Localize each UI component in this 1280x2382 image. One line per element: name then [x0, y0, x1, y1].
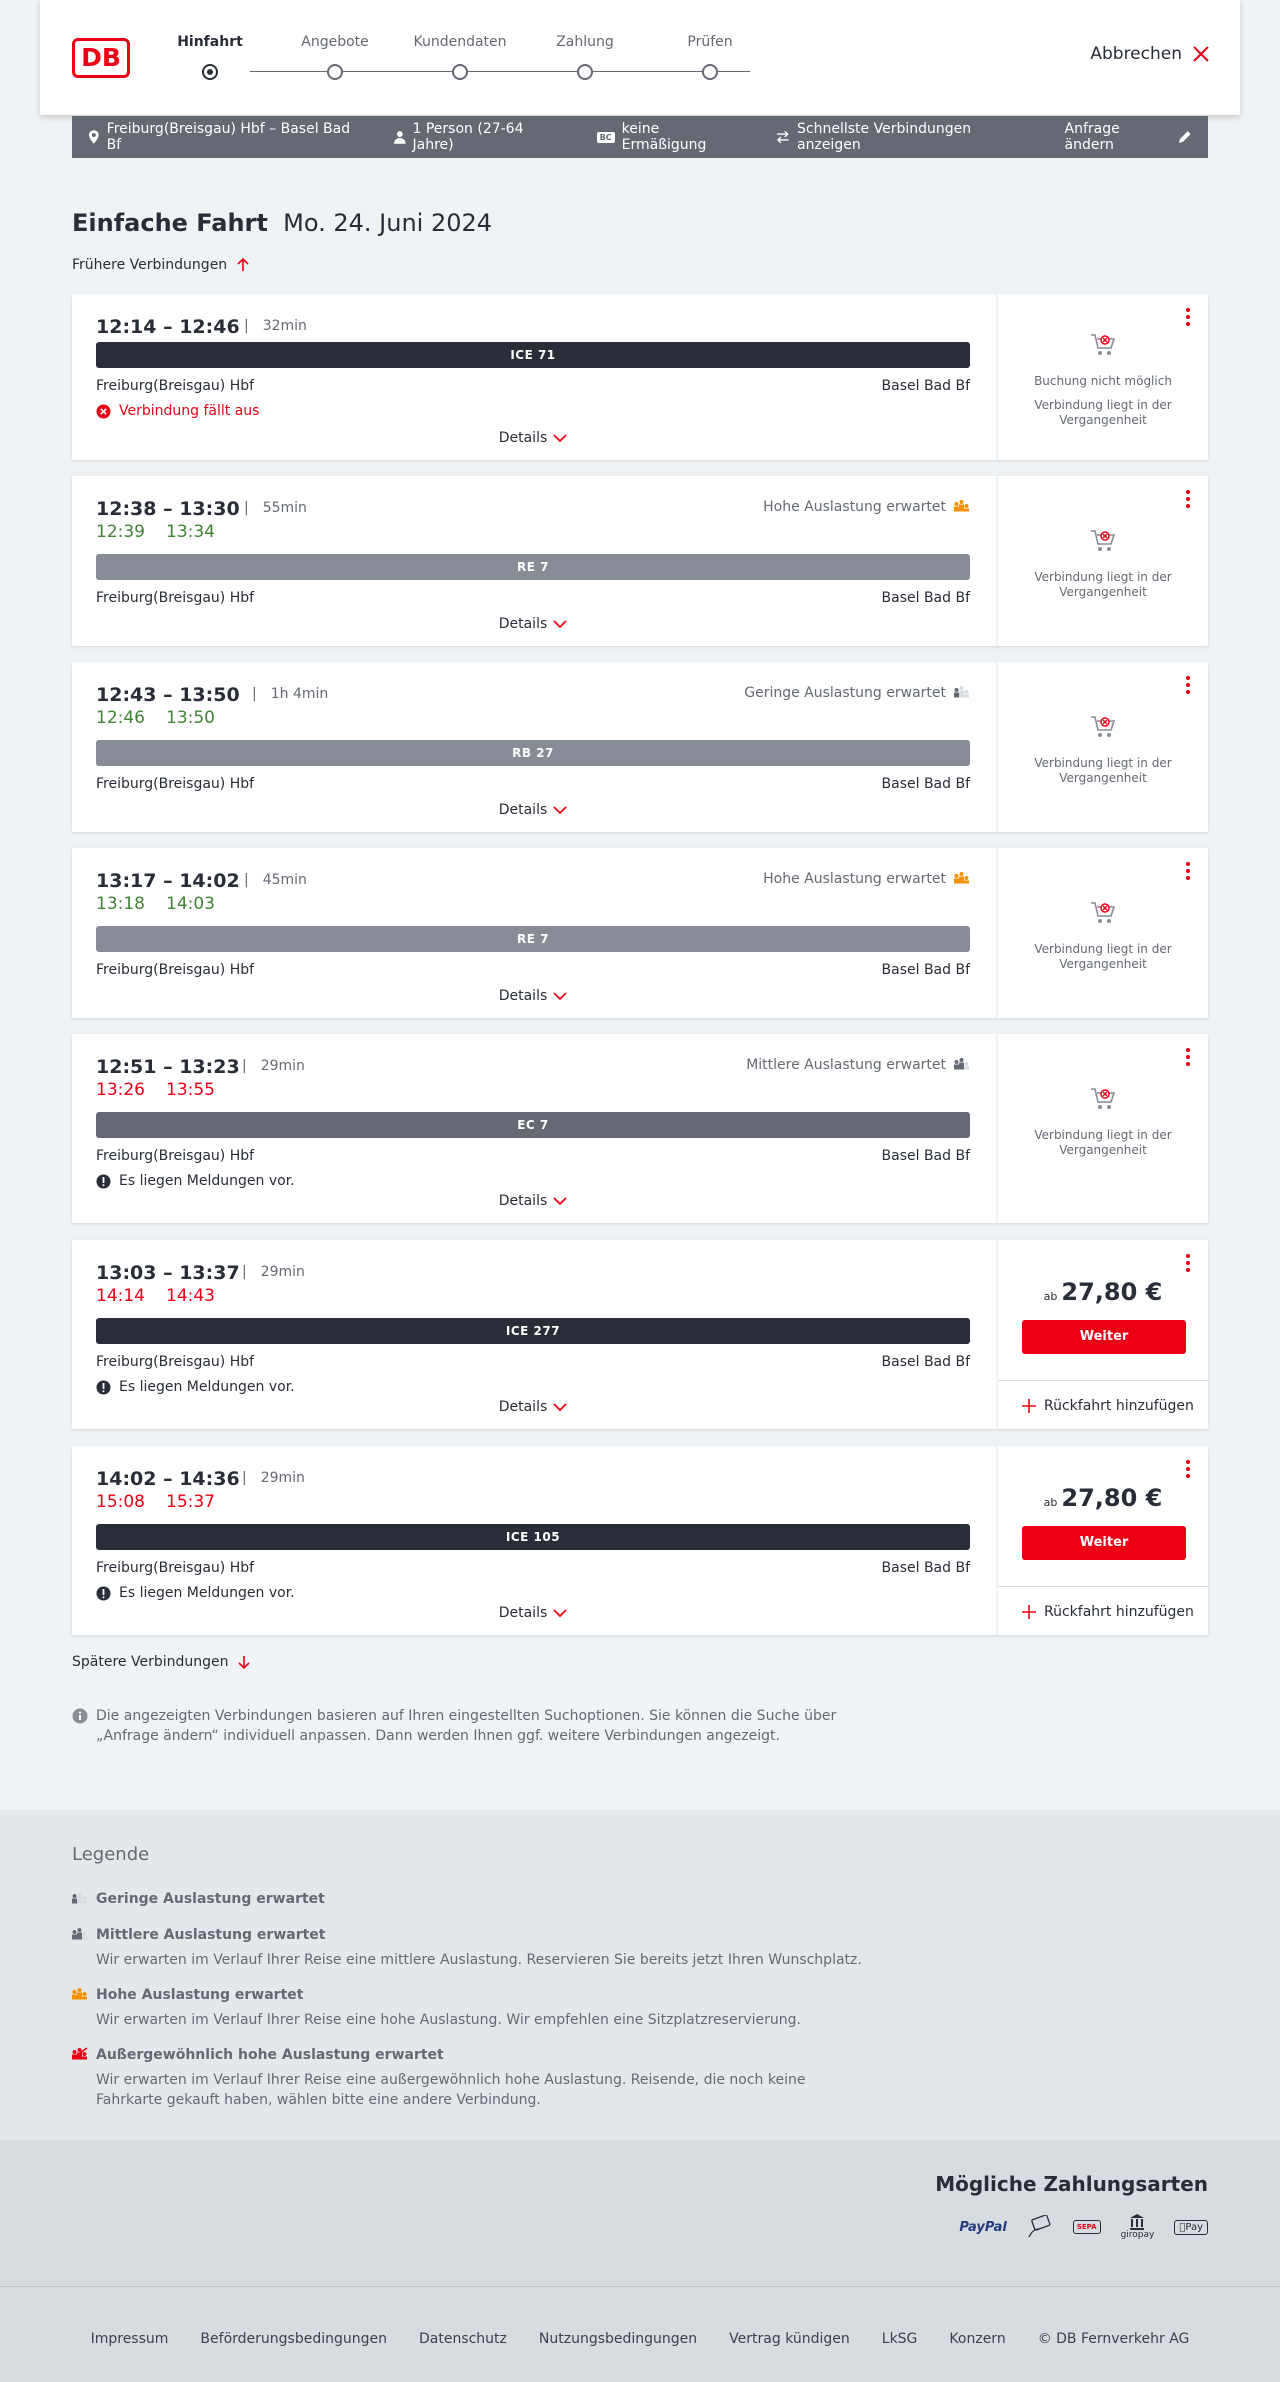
- continue-button[interactable]: Weiter: [1022, 1526, 1186, 1560]
- connection-card[interactable]: [72, 1034, 1208, 1223]
- cart-unavailable-icon: [1089, 900, 1117, 930]
- details-toggle[interactable]: [72, 430, 994, 446]
- step-angebote: Angebote: [301, 34, 369, 50]
- connection-main: [72, 662, 994, 832]
- destination-station: Basel Bad Bf: [881, 1148, 970, 1164]
- arrow-up-icon: [237, 258, 249, 272]
- train-bar: RE 7: [96, 926, 970, 952]
- connection-message: [96, 1173, 295, 1189]
- price: [998, 1484, 1208, 1512]
- add-return-label: Rückfahrt hinzufügen: [1044, 1398, 1194, 1414]
- realtime-times: [96, 1080, 236, 1100]
- footer-link-nutzung[interactable]: Nutzungsbedingungen: [538, 2331, 698, 2347]
- db-logo[interactable]: DB: [72, 38, 130, 78]
- alert-icon: [96, 1380, 111, 1395]
- search-option-text: Schnellste Verbindungen anzeigen: [797, 121, 972, 153]
- travel-duration: | 45min: [244, 872, 307, 888]
- cancel-button[interactable]: [1090, 44, 1210, 64]
- details-label: Details: [498, 616, 548, 632]
- chevron-down-icon: [547, 988, 567, 1004]
- booking-panel: [996, 1034, 1208, 1223]
- realtime-arrival: 13:55: [166, 1080, 215, 1100]
- connection-card[interactable]: [72, 1446, 1208, 1635]
- realtime-times: [96, 1286, 236, 1306]
- price-prefix: ab: [1043, 1496, 1058, 1509]
- realtime-arrival: 13:34: [166, 522, 215, 542]
- plus-icon: [1022, 1399, 1036, 1413]
- scheduled-times: 12:51 – 13:23: [96, 1056, 240, 1078]
- very-high-load-icon: [72, 2046, 88, 2064]
- chevron-down-icon: [547, 1399, 567, 1415]
- footer-link-vertrag-kuendigen[interactable]: Vertrag kündigen: [729, 2331, 850, 2347]
- origin-station: Freiburg(Breisgau) Hbf: [96, 962, 255, 978]
- connection-card[interactable]: [72, 294, 1208, 460]
- occupancy-label: Mittlere Auslastung erwartet: [746, 1057, 946, 1073]
- high-load-icon: [72, 1986, 88, 2004]
- connection-main: [72, 1446, 994, 1635]
- travel-duration: | 32min: [244, 318, 307, 334]
- search-option-info: [776, 121, 1032, 153]
- legend-item-title: Mittlere Auslastung erwartet: [96, 1927, 326, 1943]
- legend-item-medium: [72, 1926, 876, 1970]
- connection-message: [96, 403, 259, 419]
- cancelled-icon: [96, 404, 111, 419]
- payment-icons: [959, 2214, 1208, 2240]
- earlier-connections-label: Frühere Verbindungen: [72, 257, 228, 273]
- destination-station: Basel Bad Bf: [881, 1560, 970, 1576]
- realtime-departure: 12:46: [96, 708, 145, 728]
- alert-icon: [96, 1174, 111, 1189]
- realtime-arrival: 14:43: [166, 1286, 215, 1306]
- cart-unavailable-icon: [1089, 528, 1117, 558]
- person-icon: [394, 130, 406, 144]
- later-connections-link[interactable]: [72, 1654, 250, 1670]
- realtime-times: [96, 522, 236, 542]
- legend-item-title: Außergewöhnlich hohe Auslastung erwartet: [96, 2047, 444, 2063]
- details-toggle[interactable]: [72, 1399, 994, 1415]
- occupancy-icon: [954, 870, 970, 888]
- details-toggle[interactable]: [72, 1193, 994, 1209]
- booking-panel: [996, 1446, 1208, 1635]
- close-icon: [1192, 45, 1210, 63]
- connection-message-text: Es liegen Meldungen vor.: [119, 1585, 295, 1601]
- earlier-connections-link[interactable]: [72, 257, 249, 273]
- realtime-arrival: 14:03: [166, 894, 215, 914]
- more-options-icon[interactable]: [1182, 490, 1194, 510]
- travel-duration: | 29min: [242, 1470, 305, 1486]
- origin-station: Freiburg(Breisgau) Hbf: [96, 1148, 255, 1164]
- apple-pay-label: Pay: [1185, 2221, 1203, 2233]
- train-bar: ICE 277: [96, 1318, 970, 1344]
- trip-date: Mo. 24. Juni 2024: [283, 209, 493, 237]
- more-options-icon[interactable]: [1182, 1254, 1194, 1274]
- cart-unavailable-icon: [1089, 1086, 1117, 1116]
- arrow-down-icon: [238, 1655, 250, 1669]
- edit-request-button[interactable]: [1065, 121, 1192, 153]
- giropay-label: giropay: [1120, 2230, 1155, 2240]
- passenger-text: 1 Person (27-64 Jahre): [412, 121, 524, 153]
- chevron-down-icon: [547, 1605, 567, 1621]
- sepa-label: SEPA: [1076, 2223, 1097, 2231]
- booking-panel: [996, 294, 1208, 460]
- past-connection-note: Verbindung liegt in der Vergangenheit: [1034, 942, 1172, 971]
- realtime-times: [96, 708, 236, 728]
- footer-link-datenschutz[interactable]: Datenschutz: [418, 2331, 507, 2347]
- step-dot-pruefen: [702, 64, 718, 80]
- step-dot-kundendaten: [452, 64, 468, 80]
- connection-main: [72, 1240, 994, 1429]
- page-title: [72, 209, 492, 237]
- continue-button[interactable]: Weiter: [1022, 1320, 1186, 1354]
- payment-title: Mögliche Zahlungsarten: [935, 2172, 1208, 2196]
- occupancy-info: [763, 498, 970, 516]
- payment-section: [0, 2140, 1280, 2286]
- details-label: Details: [498, 1399, 548, 1415]
- details-toggle[interactable]: [72, 988, 994, 1004]
- bahncard-icon: BC: [597, 132, 615, 143]
- booking-panel: [996, 848, 1208, 1018]
- legend-item-desc: Wir erwarten im Verlauf Ihrer Reise eine mittlere Auslastung. Reservieren Sie bereits jetzt Ihren Wunschplatz.: [96, 1952, 862, 1968]
- destination-station: Basel Bad Bf: [881, 378, 970, 394]
- chevron-down-icon: [547, 616, 567, 632]
- travel-duration: | 55min: [244, 500, 307, 516]
- step-kundendaten: Kundendaten: [413, 34, 507, 50]
- scheduled-times: 12:14 – 12:46: [96, 316, 240, 338]
- cart-unavailable-icon: [1089, 714, 1117, 744]
- details-label: Details: [498, 988, 548, 1004]
- medium-load-icon: [72, 1926, 88, 1944]
- chevron-down-icon: [547, 430, 567, 446]
- scheduled-times: 12:38 – 13:30: [96, 498, 240, 520]
- footer-link-impressum[interactable]: Impressum: [90, 2331, 169, 2347]
- footer-link-konzern[interactable]: Konzern: [949, 2331, 1006, 2347]
- more-options-icon[interactable]: [1182, 862, 1194, 882]
- origin-station: Freiburg(Breisgau) Hbf: [96, 590, 255, 606]
- occupancy-icon: [954, 684, 970, 702]
- legend-item-desc: Wir erwarten im Verlauf Ihrer Reise eine außergewöhnlich hohe Auslastung. Reisende, die noch keine Fahrkarte gekauft haben, wählen bitte eine andere Verbindung.: [96, 2072, 806, 2108]
- connection-message-text: Verbindung fällt aus: [119, 403, 260, 419]
- more-options-icon[interactable]: [1182, 308, 1194, 328]
- connection-message-text: Es liegen Meldungen vor.: [119, 1173, 295, 1189]
- details-label: Details: [498, 802, 548, 818]
- legend-title: Legende: [72, 1844, 150, 1865]
- stepper-line: [250, 71, 750, 72]
- destination-station: Basel Bad Bf: [881, 1354, 970, 1370]
- connection-main: [72, 1034, 994, 1223]
- connection-main: [72, 476, 994, 646]
- price: [998, 1278, 1208, 1306]
- destination-station: Basel Bad Bf: [881, 776, 970, 792]
- realtime-departure: 14:14: [96, 1286, 145, 1306]
- occupancy-info: [744, 684, 970, 702]
- occupancy-info: [763, 870, 970, 888]
- realtime-times: [96, 1492, 236, 1512]
- legend-item-title: Hohe Auslastung erwartet: [96, 1987, 304, 2003]
- origin-station: Freiburg(Breisgau) Hbf: [96, 1354, 255, 1370]
- realtime-departure: 13:18: [96, 894, 145, 914]
- more-options-icon[interactable]: [1182, 676, 1194, 696]
- connection-card[interactable]: [72, 1240, 1208, 1429]
- travel-duration: | 29min: [242, 1264, 305, 1280]
- occupancy-label: Hohe Auslastung erwartet: [763, 499, 946, 515]
- low-load-icon: [72, 1890, 88, 1908]
- cart-unavailable-icon: [1089, 332, 1117, 362]
- step-dot-zahlung: [577, 64, 593, 80]
- travel-duration: | 1h 4min: [252, 686, 328, 702]
- scheduled-times: 12:43 – 13:50: [96, 684, 240, 706]
- train-bar: EC 7: [96, 1112, 970, 1138]
- legend-item-low: [72, 1890, 325, 1908]
- step-hinfahrt: Hinfahrt: [177, 34, 243, 50]
- cancel-label: Abbrechen: [1090, 44, 1182, 64]
- credit-card-hand-icon: [1027, 2215, 1053, 2239]
- chevron-down-icon: [547, 802, 567, 818]
- edit-request-label: Anfrage ändern: [1064, 121, 1120, 153]
- sepa-icon: [1073, 2220, 1101, 2234]
- details-label: Details: [498, 430, 548, 446]
- passenger-info: [394, 121, 565, 153]
- past-connection-note: Verbindung liegt in der Vergangenheit: [1034, 756, 1172, 785]
- later-connections-label: Spätere Verbindungen: [72, 1654, 229, 1670]
- occupancy-icon: [954, 498, 970, 516]
- panel-divider: [998, 1586, 1208, 1587]
- add-return-button[interactable]: [1022, 1398, 1194, 1414]
- legend-item-high: [72, 1986, 876, 2030]
- connection-card[interactable]: [72, 848, 1208, 1018]
- realtime-departure: 15:08: [96, 1492, 145, 1512]
- booking-status: Buchung nicht möglich: [1034, 374, 1172, 388]
- realtime-departure: 12:39: [96, 522, 145, 542]
- booking-panel: [996, 1240, 1208, 1429]
- step-dot-hinfahrt: [202, 64, 218, 80]
- more-options-icon[interactable]: [1182, 1048, 1194, 1068]
- destination-station: Basel Bad Bf: [881, 590, 970, 606]
- train-bar: ICE 71: [96, 342, 970, 368]
- travel-duration: | 29min: [242, 1058, 305, 1074]
- step-zahlung: Zahlung: [556, 34, 614, 50]
- price-prefix: ab: [1043, 1290, 1058, 1303]
- connection-card[interactable]: [72, 476, 1208, 646]
- realtime-departure: 13:26: [96, 1080, 145, 1100]
- more-options-icon[interactable]: [1182, 1460, 1194, 1480]
- footer-link-lksg[interactable]: LkSG: [881, 2331, 918, 2347]
- page-footer: [0, 2286, 1280, 2382]
- past-connection-note: Verbindung liegt in der Vergangenheit: [1034, 570, 1172, 599]
- booking-panel: [996, 662, 1208, 832]
- route-info: [88, 121, 362, 153]
- connection-main: [72, 294, 994, 460]
- price-value: 27,80 €: [1061, 1278, 1163, 1306]
- scheduled-times: 13:03 – 13:37: [96, 1262, 240, 1284]
- connection-message-text: Es liegen Meldungen vor.: [119, 1379, 295, 1395]
- connection-message: [96, 1585, 295, 1601]
- info-icon: [72, 1708, 88, 1724]
- past-connection-note: Verbindung liegt in der Vergangenheit: [1034, 398, 1172, 427]
- connection-message: [96, 1379, 295, 1395]
- realtime-times: [96, 894, 236, 914]
- location-pin-icon: [88, 130, 100, 144]
- info-note: [72, 1706, 852, 1746]
- footer-link-befoerderung[interactable]: Beförderungsbedingungen: [200, 2331, 387, 2347]
- origin-station: Freiburg(Breisgau) Hbf: [96, 1560, 255, 1576]
- add-return-label: Rückfahrt hinzufügen: [1044, 1604, 1194, 1620]
- panel-divider: [998, 1380, 1208, 1381]
- pencil-icon: [1178, 130, 1192, 144]
- footer-copyright: © DB Fernverkehr AG: [1037, 2331, 1190, 2347]
- train-bar: ICE 105: [96, 1524, 970, 1550]
- occupancy-label: Geringe Auslastung erwartet: [744, 685, 946, 701]
- discount-text: keine Ermäßigung: [621, 121, 707, 153]
- apple-pay-icon: [1174, 2220, 1208, 2235]
- train-bar: RE 7: [96, 554, 970, 580]
- search-summary-bar: [72, 116, 1208, 158]
- connection-card[interactable]: [72, 662, 1208, 832]
- chevron-down-icon: [547, 1193, 567, 1209]
- realtime-arrival: 15:37: [166, 1492, 215, 1512]
- giropay-icon: [1121, 2214, 1155, 2240]
- plus-icon: [1022, 1605, 1036, 1619]
- legend-section: [0, 1810, 1280, 2140]
- step-dot-angebote: [327, 64, 343, 80]
- bank-icon: [1130, 2214, 1144, 2230]
- details-toggle[interactable]: [72, 1605, 994, 1621]
- page-header: [40, 0, 1240, 115]
- connection-main: [72, 848, 994, 1018]
- origin-station: Freiburg(Breisgau) Hbf: [96, 378, 255, 394]
- train-bar: RB 27: [96, 740, 970, 766]
- occupancy-icon: [954, 1056, 970, 1074]
- legend-item-title: Geringe Auslastung erwartet: [96, 1891, 325, 1907]
- past-connection-note: Verbindung liegt in der Vergangenheit: [1034, 1128, 1172, 1157]
- alert-icon: [96, 1586, 111, 1601]
- scheduled-times: 14:02 – 14:36: [96, 1468, 240, 1490]
- destination-station: Basel Bad Bf: [881, 962, 970, 978]
- route-text: Freiburg(Breisgau) Hbf – Basel Bad Bf: [106, 121, 351, 153]
- trip-type: Einfache Fahrt: [72, 209, 268, 237]
- scheduled-times: 13:17 – 14:02: [96, 870, 240, 892]
- occupancy-info: [746, 1056, 970, 1074]
- details-label: Details: [498, 1605, 548, 1621]
- details-label: Details: [498, 1193, 548, 1209]
- add-return-button[interactable]: [1022, 1604, 1194, 1620]
- swap-arrows-icon: [776, 131, 790, 143]
- legend-item-very-high: [72, 2046, 876, 2110]
- paypal-icon: PayPal: [959, 2219, 1007, 2235]
- info-text: Die angezeigten Verbindungen basieren auf Ihren eingestellten Suchoptionen. Sie können die Suche über „Anfrage ändern“ individuell anpassen. Dann werden Ihnen ggf. weitere Verbindungen angezeigt.: [96, 1708, 837, 1744]
- booking-panel: [996, 476, 1208, 646]
- step-pruefen: Prüfen: [687, 34, 733, 50]
- details-toggle[interactable]: [72, 802, 994, 818]
- details-toggle[interactable]: [72, 616, 994, 632]
- discount-info: [597, 121, 745, 153]
- price-value: 27,80 €: [1061, 1484, 1163, 1512]
- occupancy-label: Hohe Auslastung erwartet: [763, 871, 946, 887]
- legend-item-desc: Wir erwarten im Verlauf Ihrer Reise eine hohe Auslastung. Wir empfehlen eine Sitzplatzreservierung.: [96, 2012, 801, 2028]
- origin-station: Freiburg(Breisgau) Hbf: [96, 776, 255, 792]
- realtime-arrival: 13:50: [166, 708, 215, 728]
